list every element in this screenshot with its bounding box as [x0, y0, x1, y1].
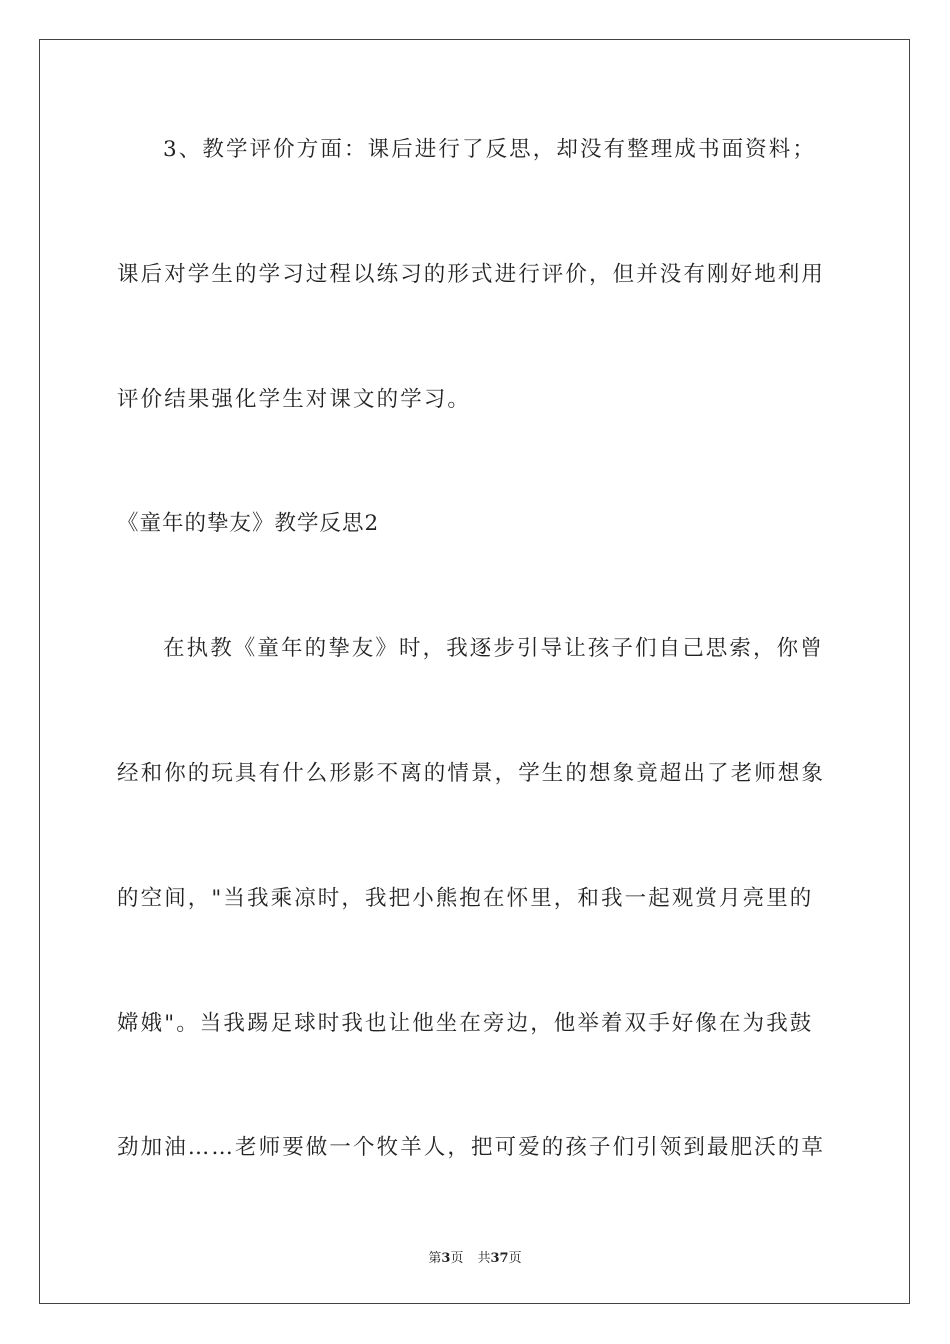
total-prefix: 共	[477, 1251, 491, 1266]
current-page-number: 3	[441, 1251, 451, 1266]
paragraph-line: 经和你的玩具有什么形影不离的情景，学生的想象竟超出了老师想象	[117, 761, 826, 786]
page-footer	[0, 1252, 950, 1265]
page-prefix: 第	[428, 1251, 442, 1266]
paragraph-line: 劲加油……老师要做一个牧羊人，把可爱的孩子们引领到最肥沃的草	[117, 1135, 826, 1160]
section-heading: 《童年的挚友》教学反思2	[117, 511, 380, 536]
paragraph-line: 课后对学生的学习过程以练习的形式进行评价，但并没有刚好地利用	[117, 262, 826, 287]
total-pages-number: 37	[490, 1251, 509, 1266]
total-suffix: 页	[508, 1251, 522, 1266]
paragraph-line: 在执教《童年的挚友》时，我逐步引导让孩子们自己思索，你曾	[163, 636, 824, 661]
paragraph-line: 评价结果强化学生对课文的学习。	[117, 387, 472, 412]
page-border	[39, 39, 910, 1304]
paragraph-line: 3、教学评价方面：课后进行了反思，却没有整理成书面资料；	[163, 137, 816, 162]
paragraph-line: 的空间，"当我乘凉时，我把小熊抱在怀里，和我一起观赏月亮里的	[117, 886, 814, 911]
page-suffix: 页	[450, 1251, 464, 1266]
paragraph-line: 嫦娥"。当我踢足球时我也让他坐在旁边，他举着双手好像在为我鼓	[117, 1011, 814, 1036]
